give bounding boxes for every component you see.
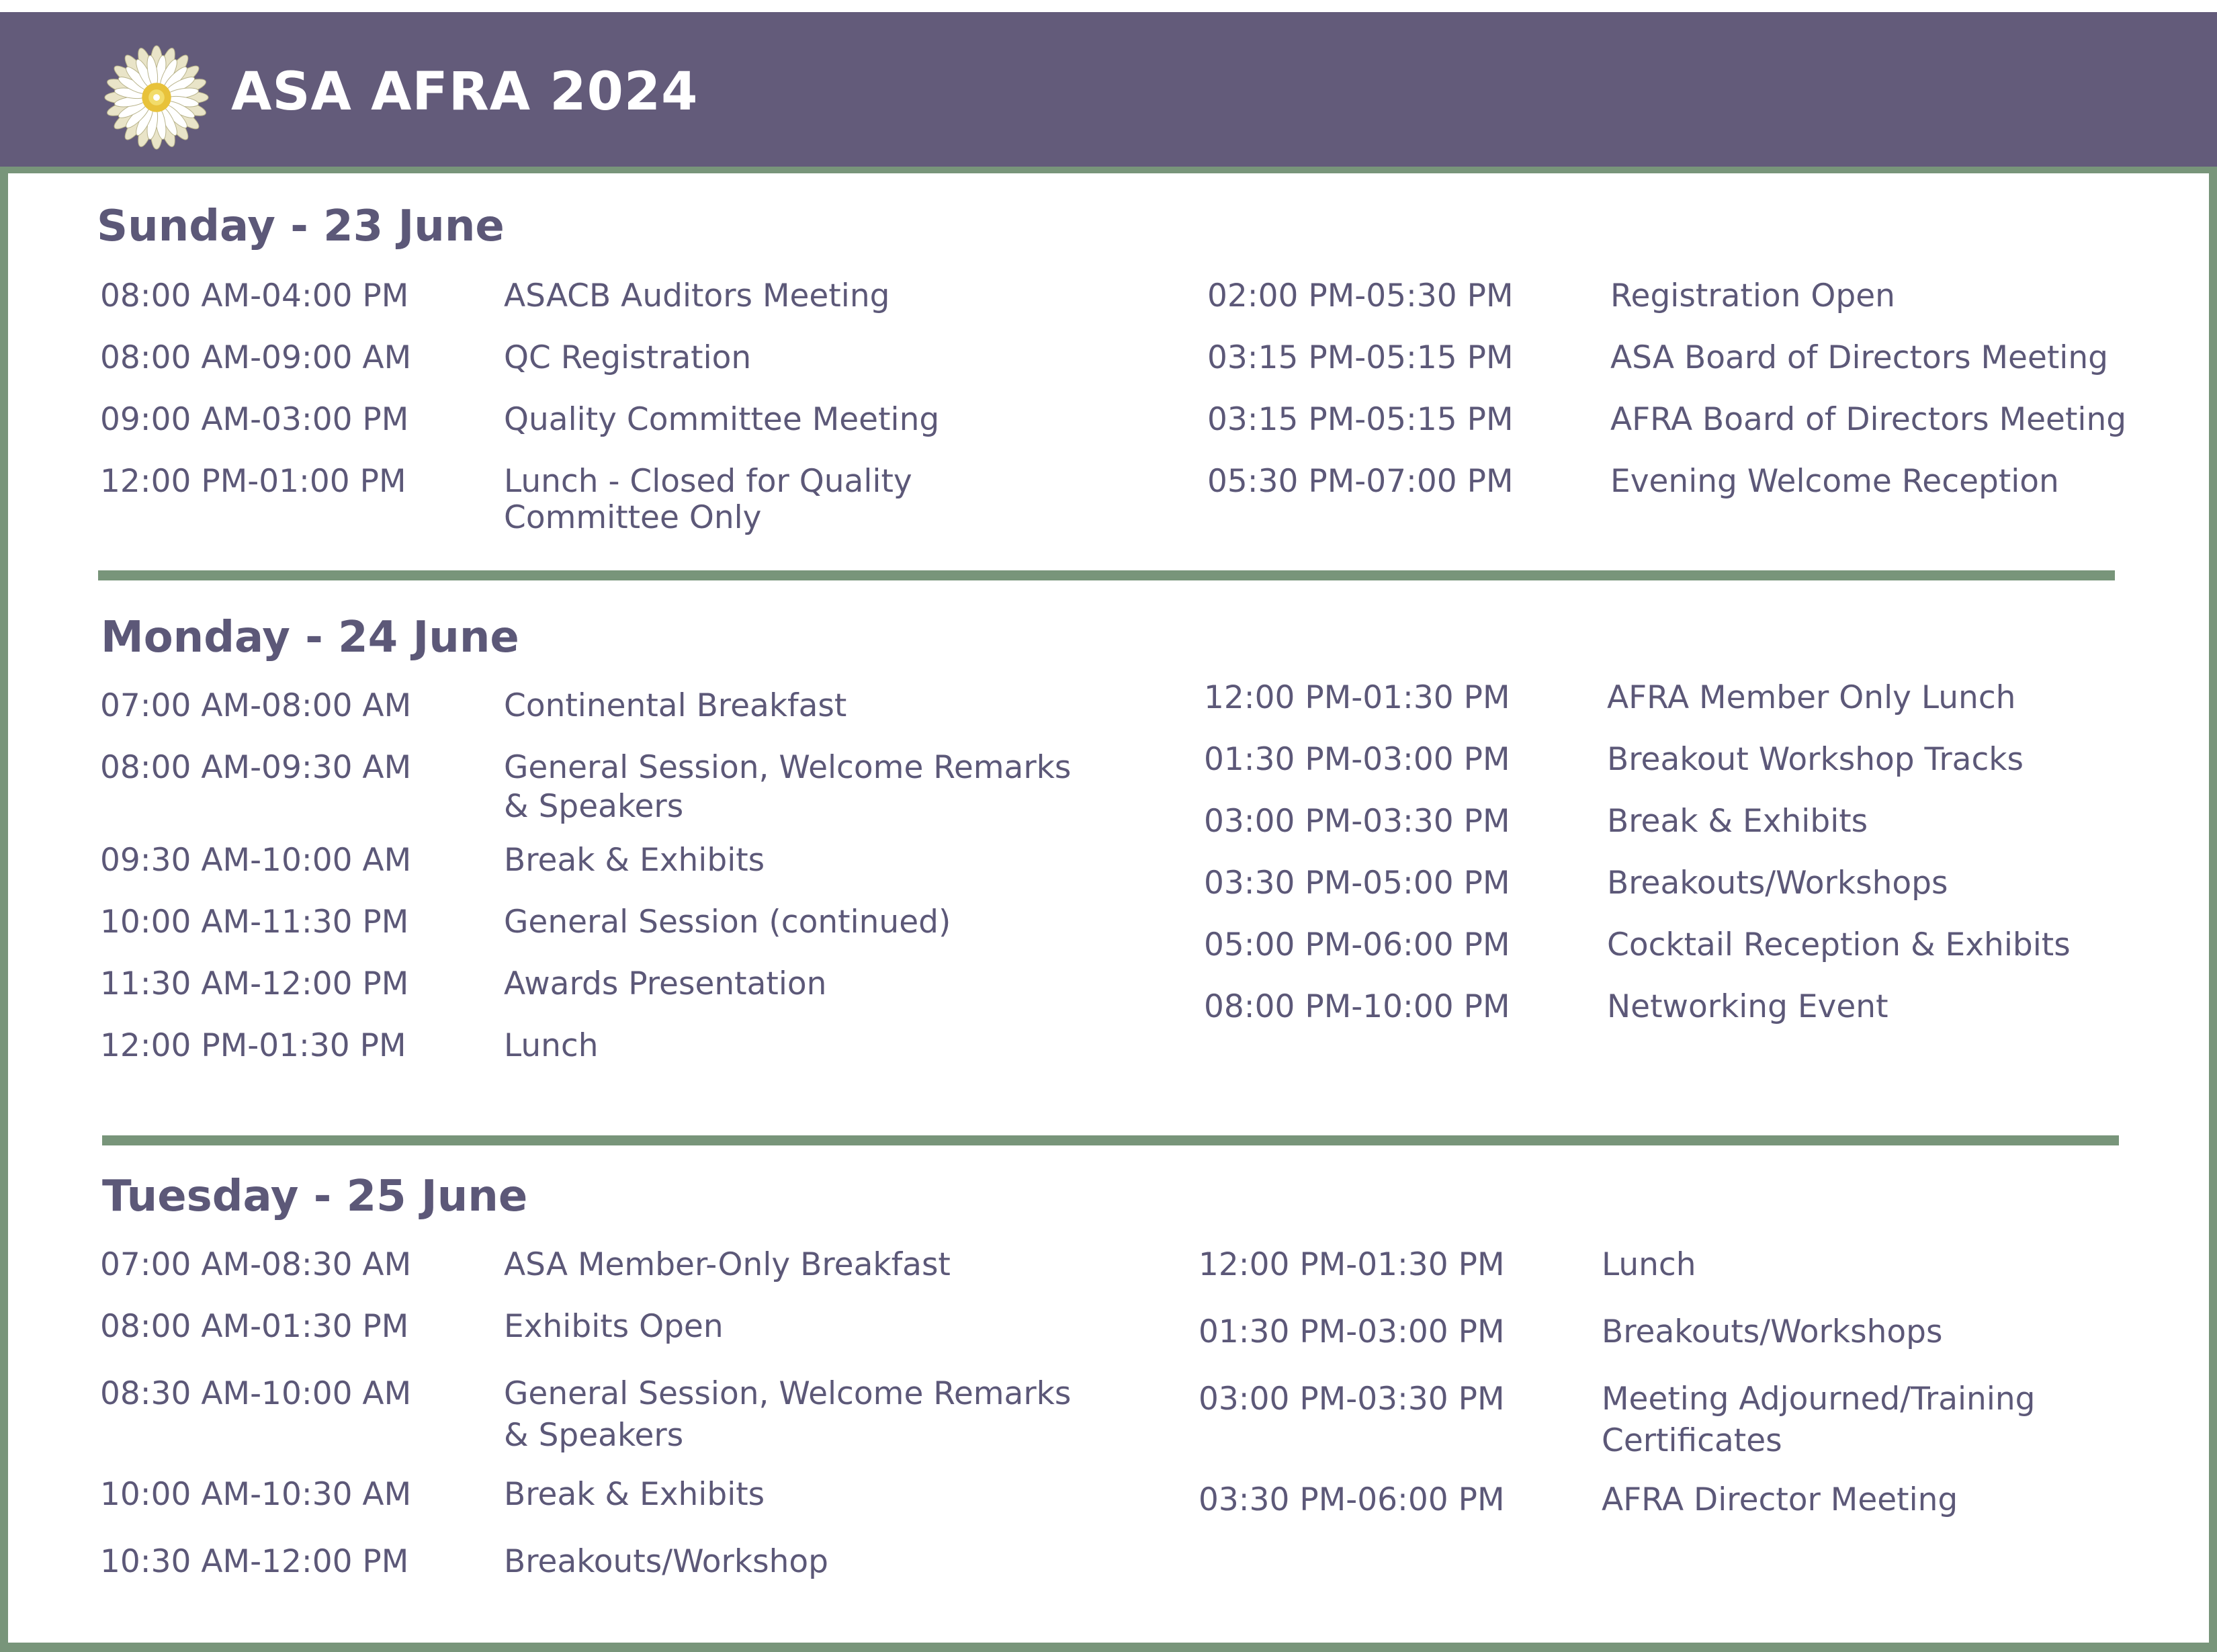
time-slot: 08:00 AM-09:30 AM bbox=[100, 749, 412, 786]
event-name: Continental Breakfast bbox=[504, 687, 847, 724]
event-name: Breakout Workshop Tracks bbox=[1607, 741, 2024, 778]
time-slot: 03:00 PM-03:30 PM bbox=[1204, 803, 1510, 840]
event-name: Breakouts/Workshops bbox=[1607, 865, 1948, 902]
time-slot: 10:00 AM-11:30 PM bbox=[100, 904, 409, 941]
event-name: Breakouts/Workshop bbox=[504, 1543, 828, 1580]
event-name: ASACB Auditors Meeting bbox=[504, 277, 890, 314]
event-name: Networking Event bbox=[1607, 988, 1888, 1025]
event-name: Meeting Adjourned/Training bbox=[1602, 1381, 2036, 1418]
event-name: ASA Member-Only Breakfast bbox=[504, 1246, 951, 1283]
event-name: Lunch - Closed for Quality bbox=[504, 463, 912, 500]
event-name-continued: & Speakers bbox=[504, 1417, 684, 1454]
time-slot: 08:00 PM-10:00 PM bbox=[1204, 988, 1510, 1025]
section-divider bbox=[102, 1135, 2119, 1145]
time-slot: 11:30 AM-12:00 PM bbox=[100, 965, 409, 1002]
time-slot: 12:00 PM-01:00 PM bbox=[100, 463, 406, 500]
event-name: Lunch bbox=[1602, 1246, 1696, 1283]
time-slot: 07:00 AM-08:30 AM bbox=[100, 1246, 412, 1283]
event-name: AFRA Director Meeting bbox=[1602, 1481, 1958, 1518]
time-slot: 07:00 AM-08:00 AM bbox=[100, 687, 412, 724]
day-title-sunday: Sunday - 23 June bbox=[97, 202, 505, 251]
day-title-tuesday: Tuesday - 25 June bbox=[102, 1172, 528, 1221]
time-slot: 08:00 AM-04:00 PM bbox=[100, 277, 409, 314]
event-name: General Session (continued) bbox=[504, 904, 951, 941]
time-slot: 05:30 PM-07:00 PM bbox=[1207, 463, 1514, 500]
event-name: Registration Open bbox=[1610, 277, 1895, 314]
event-name: Lunch bbox=[504, 1027, 599, 1064]
event-name: Cocktail Reception & Exhibits bbox=[1607, 926, 2071, 963]
time-slot: 03:30 PM-06:00 PM bbox=[1199, 1481, 1505, 1518]
event-name: General Session, Welcome Remarks bbox=[504, 1375, 1072, 1412]
time-slot: 03:15 PM-05:15 PM bbox=[1207, 401, 1514, 438]
time-slot: 08:00 AM-01:30 PM bbox=[100, 1308, 409, 1345]
event-name: QC Registration bbox=[504, 339, 752, 376]
event-name: General Session, Welcome Remarks bbox=[504, 749, 1072, 786]
time-slot: 02:00 PM-05:30 PM bbox=[1207, 277, 1514, 314]
event-name: Break & Exhibits bbox=[504, 842, 765, 879]
event-name: Break & Exhibits bbox=[1607, 803, 1868, 840]
event-name: Breakouts/Workshops bbox=[1602, 1313, 1943, 1350]
time-slot: 10:00 AM-10:30 AM bbox=[100, 1476, 412, 1513]
event-name: ASA Board of Directors Meeting bbox=[1610, 339, 2108, 376]
time-slot: 05:00 PM-06:00 PM bbox=[1204, 926, 1510, 963]
event-name: Awards Presentation bbox=[504, 965, 827, 1002]
time-slot: 01:30 PM-03:00 PM bbox=[1199, 1313, 1505, 1350]
time-slot: 03:30 PM-05:00 PM bbox=[1204, 865, 1510, 902]
time-slot: 10:30 AM-12:00 PM bbox=[100, 1543, 409, 1580]
time-slot: 09:00 AM-03:00 PM bbox=[100, 401, 409, 438]
time-slot: 01:30 PM-03:00 PM bbox=[1204, 741, 1510, 778]
event-name-continued: Certificates bbox=[1602, 1422, 1782, 1459]
time-slot: 12:00 PM-01:30 PM bbox=[1199, 1246, 1505, 1283]
time-slot: 09:30 AM-10:00 AM bbox=[100, 842, 412, 879]
event-name: AFRA Member Only Lunch bbox=[1607, 679, 2016, 716]
daisy-flower-icon bbox=[103, 44, 210, 150]
event-name: AFRA Board of Directors Meeting bbox=[1610, 401, 2127, 438]
event-name: Break & Exhibits bbox=[504, 1476, 765, 1513]
time-slot: 03:00 PM-03:30 PM bbox=[1199, 1381, 1505, 1418]
event-name: Quality Committee Meeting bbox=[504, 401, 940, 438]
time-slot: 08:00 AM-09:00 AM bbox=[100, 339, 412, 376]
event-name: Exhibits Open bbox=[504, 1308, 724, 1345]
day-title-monday: Monday - 24 June bbox=[101, 613, 519, 662]
time-slot: 08:30 AM-10:00 AM bbox=[100, 1375, 412, 1412]
section-divider bbox=[98, 570, 2115, 580]
event-name-continued: & Speakers bbox=[504, 788, 684, 825]
event-name: Evening Welcome Reception bbox=[1610, 463, 2059, 500]
event-name-continued: Committee Only bbox=[504, 499, 762, 536]
time-slot: 03:15 PM-05:15 PM bbox=[1207, 339, 1514, 376]
page-title: ASA AFRA 2024 bbox=[231, 62, 699, 122]
time-slot: 12:00 PM-01:30 PM bbox=[1204, 679, 1510, 716]
time-slot: 12:00 PM-01:30 PM bbox=[100, 1027, 406, 1064]
